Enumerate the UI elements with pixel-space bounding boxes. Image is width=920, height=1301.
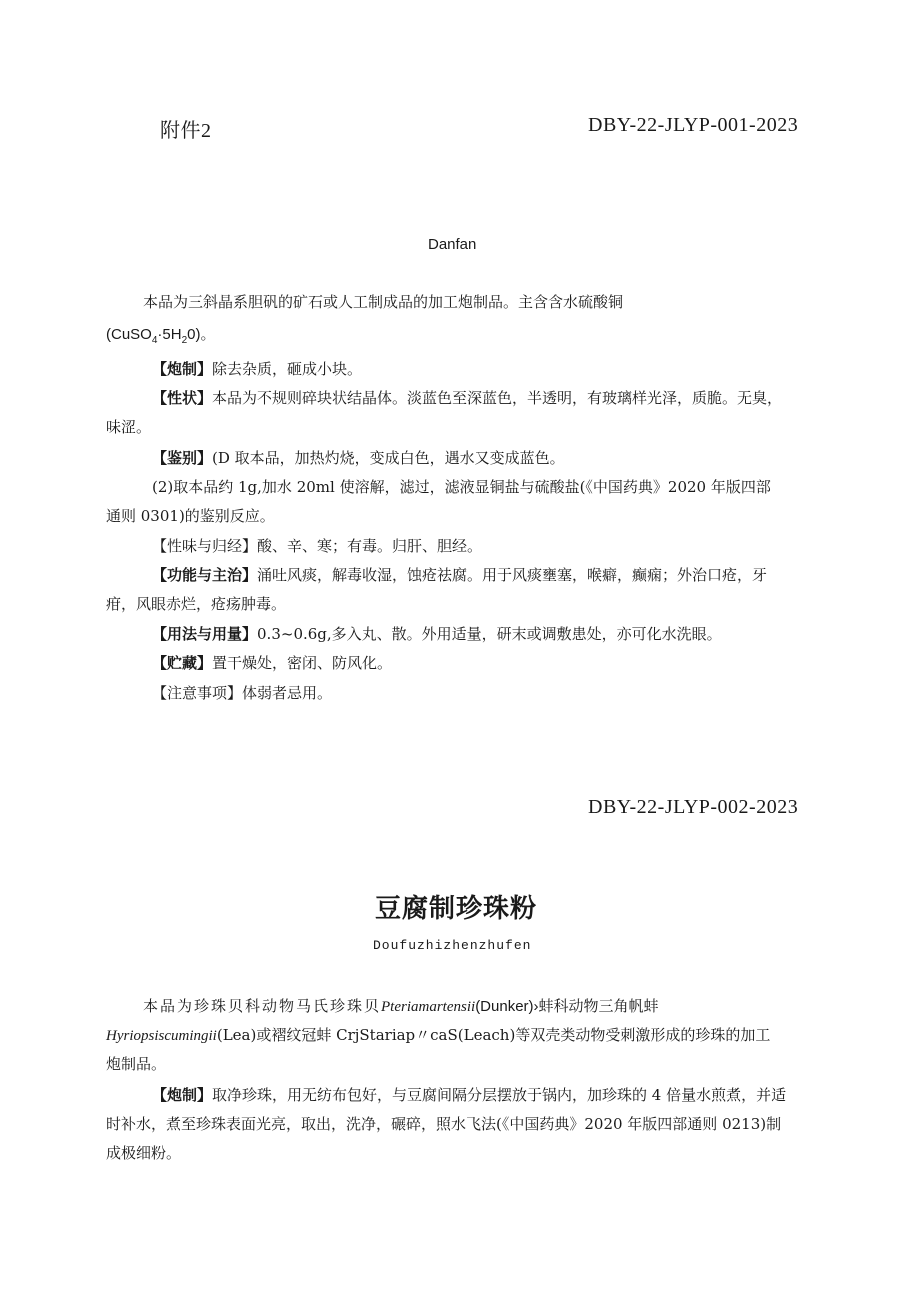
section-function-indication: 【功能与主治】涌吐风痰，解毒收湿，蚀疮祛腐。用于风痰壅塞，喉癖，癫痫；外治口疮，牙 — [152, 566, 768, 584]
attachment-label: 附件2 — [160, 120, 212, 142]
section-storage: 【贮藏】置干燥处，密闭、防风化。 — [152, 654, 393, 672]
document-code-2: DBY-22-JLYP-002-2023 — [588, 796, 799, 818]
pinyin-title-2: Doufuzhizhenzhufen — [373, 938, 532, 953]
section-processing-2-cont: 时补水，煮至珍珠表面光亮，取出，洗净，碾碎，照水飞法(《中国药典》2020 年版四部通则 0213)制 — [106, 1115, 782, 1133]
description-line-3: 炮制品。 — [106, 1055, 167, 1073]
pinyin-title: Danfan — [428, 236, 477, 253]
section-nature-meridian: 【性味与归经】酸、辛、寒；有毒。归肝、胆经。 — [152, 537, 483, 555]
chemical-formula: $(CuSO_4\cdot 5H_20)$。 — [106, 326, 216, 346]
section-processing: 【炮制】除去杂质，砸成小块。 — [152, 360, 363, 378]
section-identification-2: (2)取本品约 1g,加水 20ml 使溶解，滤过，滤液显铜盐与硫酸盐(《中国药典》2020 年版四部 — [152, 478, 771, 496]
section-processing-2: 【炮制】取净珍珠，用无纺布包好，与豆腐间隔分层摆放于锅内，加珍珠的 4 倍量水煎煮，并适 — [152, 1086, 787, 1104]
description-line: 本品为三斜晶系胆矾的矿石或人工制成品的加工炮制品。主含含水硫酸铜 — [143, 293, 624, 311]
section-identification: 【鉴别】(D 取本品，加热灼烧，变成白色，遇水又变成蓝色。 — [152, 449, 565, 467]
description-line: 本品为珍珠贝科动物马氏珍珠贝Pteriamartensii(Dunker)›蚌科动物三角帆蚌 — [143, 997, 659, 1015]
page-title: 豆腐制珍珠粉 — [375, 894, 538, 924]
description-line-2: Hyriopsiscumingii(Lea)或褶纹冠蚌 CrjStariap〃caS(Leach)等双壳类动物受刺激形成的珍珠的加工 — [106, 1026, 771, 1044]
section-appearance: 【性状】本品为不规则碎块状结晶体。淡蓝色至深蓝色，半透明，有玻璃样光泽，质脆。无臭， — [152, 389, 783, 407]
section-function-indication-cont: 疳，风眼赤烂，疮疡肿毒。 — [106, 595, 287, 613]
document-code: DBY-22-JLYP-001-2023 — [588, 114, 799, 136]
section-identification-3: 通则 0301)的鉴别反应。 — [106, 507, 275, 525]
section-usage-dosage: 【用法与用量】0.3~0.6g,多入丸、散。外用适量，研末或调敷患处，亦可化水洗眼。 — [152, 625, 722, 643]
section-precautions: 【注意事项】体弱者忌用。 — [152, 684, 333, 702]
section-appearance-cont: 味涩。 — [106, 418, 152, 436]
section-processing-2-cont2: 成极细粉。 — [106, 1144, 182, 1162]
